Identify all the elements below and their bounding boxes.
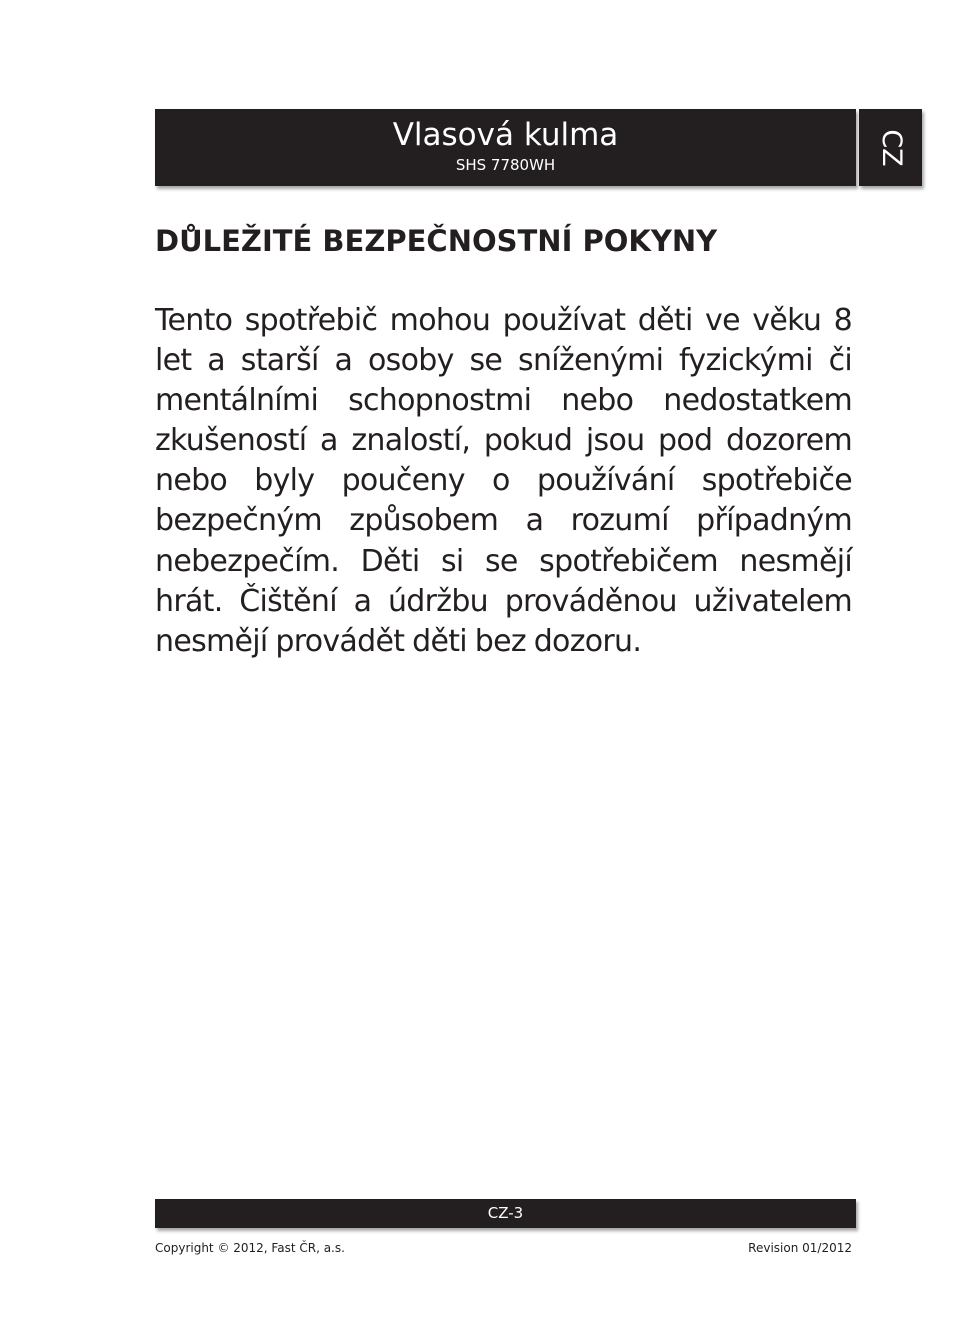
footer-bar [155, 1199, 856, 1228]
header-bar [155, 109, 856, 186]
safety-paragraph: Tento spotřebič mohou používat děti ve věku 8 let a starší a osoby se sníženými fyzickými či mentálními schopnostmi nebo nedostatkem zkušeností a znalostí, pokud jsou pod dozorem nebo byly poučeny o používání spotřebiče bezpečným způsobem a rozumí případným nebezpečím. Děti si se spotřebičem nesmějí hrát. Čištění a údržbu prováděnou uživatelem nesmějí provádět děti bez dozoru. [155, 303, 852, 659]
product-title: Vlasová kulma [392, 117, 619, 153]
language-code: CZ [875, 128, 907, 167]
copyright-text: Copyright © 2012, Fast ČR, a.s. [155, 1241, 345, 1255]
page-number: CZ-3 [487, 1204, 524, 1222]
revision-text: Revision 01/2012 [748, 1241, 852, 1255]
model-number: SHS 7780WH [455, 156, 556, 174]
section-heading: DŮLEŽITÉ BEZPEČNOSTNÍ POKYNY [155, 224, 718, 258]
language-tab [859, 109, 922, 186]
